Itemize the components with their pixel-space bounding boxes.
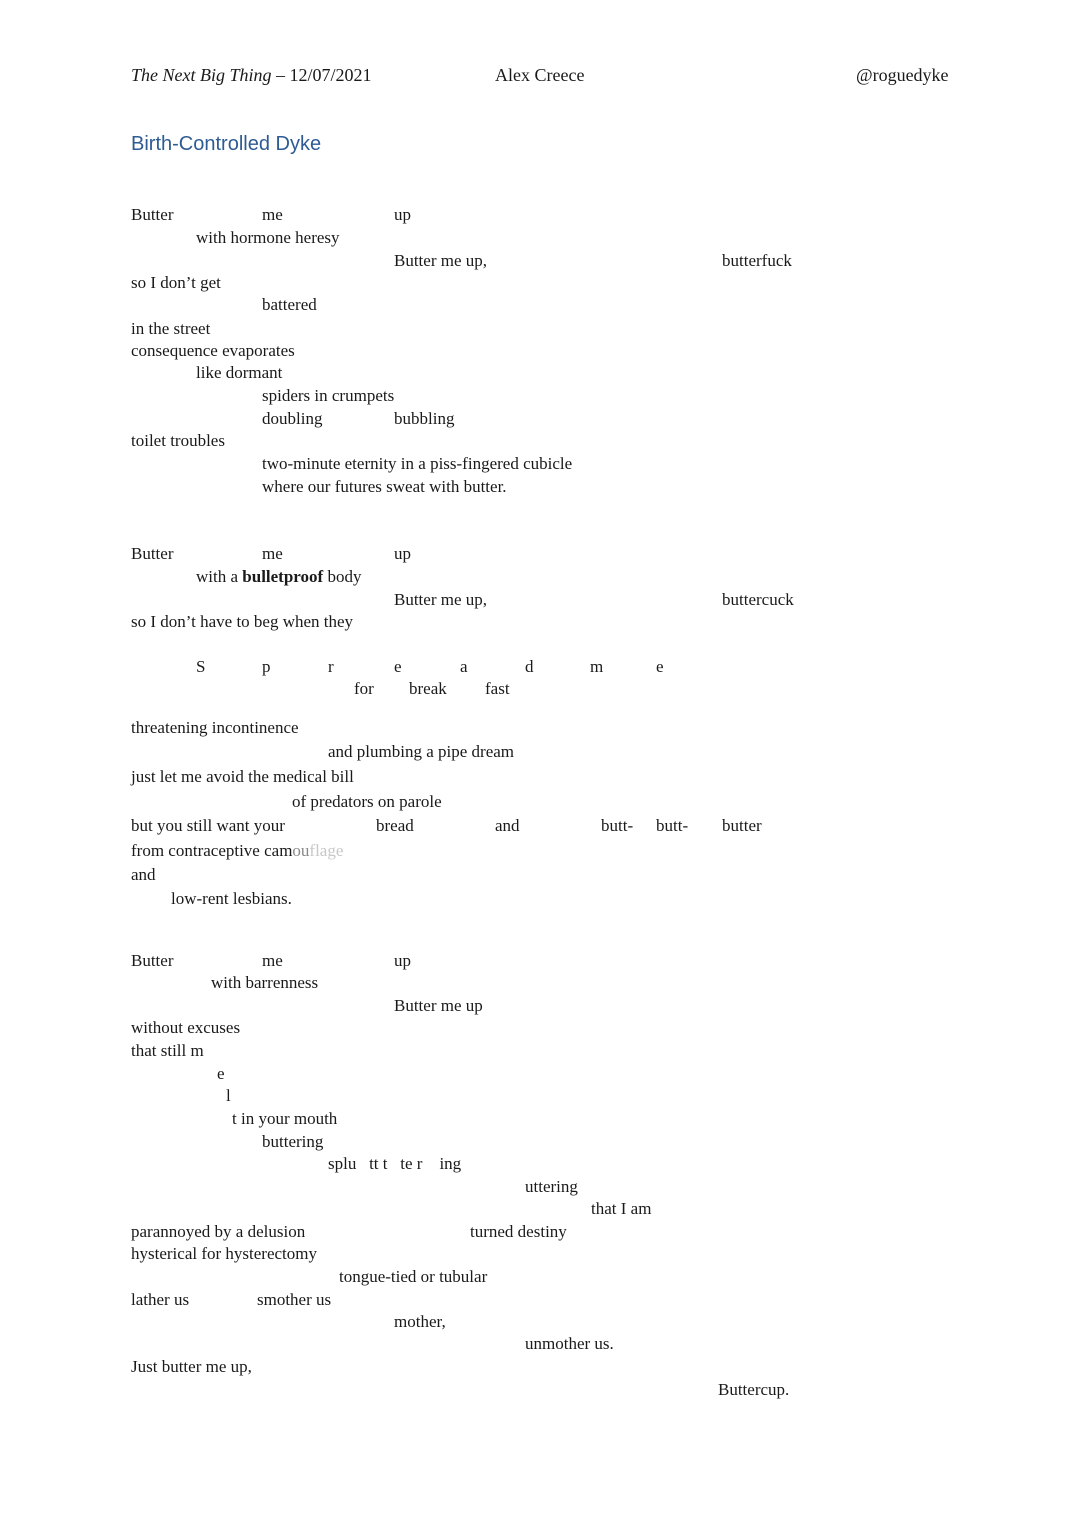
poem-line: butt- [601,816,634,835]
poem-line: lather us [131,1290,190,1309]
poem-line: toilet troubles [131,431,225,450]
poem-line: like dormant [196,363,283,382]
poem-line: and [131,865,156,884]
poem-line: tongue-tied or tubular [339,1267,488,1286]
poem-line: where our futures sweat with butter. [262,477,507,496]
poem-text-fading: ou [292,841,310,860]
poem-line: me [262,951,283,970]
poem-line: up [394,205,411,224]
poem-text: with a [196,567,239,586]
poem-line: battered [262,295,317,314]
poem-text-faded: flage [309,841,344,860]
poem-line: Buttercup. [718,1380,790,1399]
poem-text: body [323,567,362,586]
header-date: – 12/07/2021 [276,65,372,85]
spread-letter: r [328,657,334,676]
poem-line: Butter me up [394,996,483,1015]
header-work-title: The Next Big Thing [131,65,272,85]
poem-line: of predators on parole [292,792,442,811]
spread-letter: d [525,657,534,676]
poem-line: parannoyed by a delusion [131,1222,306,1241]
spread-letter: m [590,657,604,676]
spread-letter: a [460,657,468,676]
poem-line: but you still want your [131,816,285,835]
poem-line: and [495,816,520,835]
poem-line: l [226,1086,231,1105]
poem-line: that I am [591,1199,652,1218]
poem-title: Birth-Controlled Dyke [131,133,322,155]
poem-line: bubbling [394,409,455,428]
poem-line: Butter me up, [394,251,488,270]
header-handle: @roguedyke [856,65,949,85]
poem-line: Butter me up, [394,590,488,609]
poem-line: mother, [394,1312,446,1331]
poem-line: bread [376,816,414,835]
poem-line: me [262,205,283,224]
poem-line: splu tt t te r ing [328,1154,462,1173]
poem-line: butt- [656,816,689,835]
poem-word: break [409,679,447,698]
poem-line: so I don’t get [131,273,221,292]
poem-line-fading [131,842,343,859]
poem-line: spiders in crumpets [262,386,395,405]
poem-line: doubling [262,409,323,428]
poem-line: buttering [262,1132,324,1151]
header-author: Alex Creece [495,65,585,85]
poem-line: butter [722,816,762,835]
poem-line: t in your mouth [232,1109,338,1128]
poem-line: unmother us. [525,1334,614,1353]
poem-line: and plumbing a pipe dream [328,742,515,761]
poem-line [196,568,361,585]
poem-word: for [354,679,374,698]
poem-line: butterfuck [722,251,792,270]
poem-line: with hormone heresy [196,228,340,247]
poem-line: e [217,1064,225,1083]
poem-line: consequence evaporates [131,341,295,360]
poem-bold-word: bulletproof [242,567,324,586]
poem-line: two-minute eternity in a piss-fingered cubicle [262,454,573,473]
poem-line: hysterical for hysterectomy [131,1244,317,1263]
spread-letter: e [656,657,664,676]
poem-line: turned destiny [470,1222,567,1241]
poem-word: fast [485,679,510,698]
poem-line: without excuses [131,1018,241,1037]
spread-letter: p [262,657,271,676]
poem-line: smother us [257,1290,332,1309]
poem-line: Just butter me up, [131,1357,252,1376]
poem-line: Butter [131,544,174,563]
poem-line: up [394,951,411,970]
poem-line: buttercuck [722,590,794,609]
poem-line: so I don’t have to beg when they [131,612,354,631]
spread-letter: S [196,657,206,676]
poem-line: up [394,544,411,563]
poem-line: Butter [131,951,174,970]
poem-text: from contraceptive cam [131,841,293,860]
poem-line: just let me avoid the medical bill [131,767,354,786]
header-left [131,66,372,84]
poem-line: me [262,544,283,563]
poem-line: that still m [131,1041,204,1060]
poem-line: Butter [131,205,174,224]
poem-line: with barrenness [211,973,319,992]
poem-line: uttering [525,1177,578,1196]
poem-line: threatening incontinence [131,718,299,737]
poem-line: low-rent lesbians. [171,889,292,908]
poem-line: in the street [131,319,211,338]
spread-letter: e [394,657,402,676]
